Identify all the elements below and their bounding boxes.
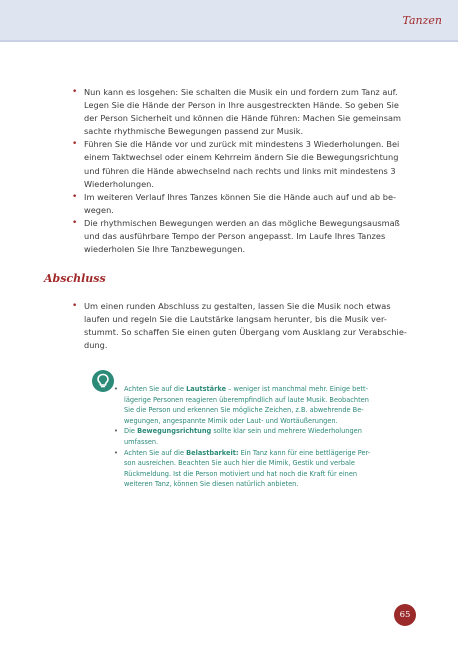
list-item [72,191,412,217]
tip-lead: Achten Sie auf die [124,385,187,393]
tip-list [114,384,382,490]
line: Die rhythmischen Bewegungen werden an das mögliche Bewegungsausmaß [84,217,400,228]
line: stummt. So schaffen Sie einen guten Übergang vom Ausklang zur Verabschie- [84,327,407,338]
tip-keyword: Belastbarkeit: [186,448,239,457]
line: Wiederholungen. [84,178,155,189]
running-title: Tanzen [402,14,442,27]
line: son ausreichen. Beachten Sie auch hier die Mimik, Gestik und verbale [124,459,355,468]
list-item [72,300,412,352]
tip-keyword: Bewegungsrichtung [137,427,212,436]
bullet-icon: • [72,191,78,202]
tip-item [114,384,382,426]
line: Sie die Person und erkennen Sie mögliche Zeichen, z.B. abwehrende Be- [124,406,364,415]
line: wegungen, angespannte Mimik oder Laut- und Wortäußerungen. [124,416,338,425]
line: Führen Sie die Hände vor und zurück mit mindestens 3 Wiederholungen. Bei [84,139,400,150]
bullet-icon: • [72,87,78,97]
lightbulb-icon [92,370,114,392]
line: Legen Sie die Hände der Person in Ihre ausgestreckten Hände. So geben Sie [84,100,399,111]
bullet-icon: • [72,217,78,228]
line: Nun kann es losgehen: Sie schalten die Musik ein und fordern zum Tanz auf. [84,87,398,97]
line: Um einen runden Abschluss zu gestalten, lassen Sie die Musik noch etwas [84,301,391,311]
page-number: 65 [394,604,416,626]
line: sachte rhythmische Bewegungen passend zur Musik. [84,126,304,137]
bullet-icon: • [114,427,118,436]
line: umfassen. [124,437,159,446]
list-item [72,86,412,138]
bullet-icon: • [72,139,78,150]
bullet-icon: • [72,301,78,311]
line: Rückmeldung. Ist die Person motiviert und hat noch die Kraft für einen [124,469,358,478]
line: und führen die Hände abwechselnd nach rechts und links mit mindestens 3 [84,165,396,176]
list-item [72,217,412,256]
line: und das ausführbare Tempo der Person angepasst. Im Laufe Ihres Tanzes [84,231,386,242]
line: der Person Sicherheit und können die Hände führen: Machen Sie gemeinsam [84,113,402,124]
tip-item [114,448,382,490]
line: – weniger ist manchmal mehr. Einige bett- [226,385,368,393]
instruction-list [72,86,412,256]
line: dung. [84,340,108,351]
tip-lead: Achten Sie auf die [124,448,187,457]
line: lägerige Personen reagieren überempfindlich auf laute Musik. Beobachten [124,395,369,404]
bullet-icon: • [114,448,118,457]
list-item [72,138,412,190]
line: Ein Tanz kann für eine bettlägerige Per- [238,448,371,457]
closing-list [72,300,412,352]
tip-item [114,426,382,447]
line: einem Taktwechsel oder einem Kehrreim ändern Sie die Bewegungsrichtung [84,152,399,163]
tip-keyword: Lautstärke [186,385,227,393]
tip-lead: Die [124,427,138,436]
section-heading: Abschluss [44,272,106,285]
line: laufen und regeln Sie die Lautstärke langsam herunter, bis die Musik ver- [84,314,387,325]
line: sollte klar sein und mehrere Wiederholungen [211,427,362,436]
line: weiteren Tanz, können Sie diesen natürlich anbieten. [124,480,299,489]
line: wegen. [84,204,114,215]
line: Im weiteren Verlauf Ihres Tanzes können Sie die Hände auch auf und ab be- [84,191,396,202]
line: wiederholen Sie Ihre Tanzbewegungen. [84,244,246,255]
bullet-icon: • [114,385,118,393]
header-band [0,0,458,42]
